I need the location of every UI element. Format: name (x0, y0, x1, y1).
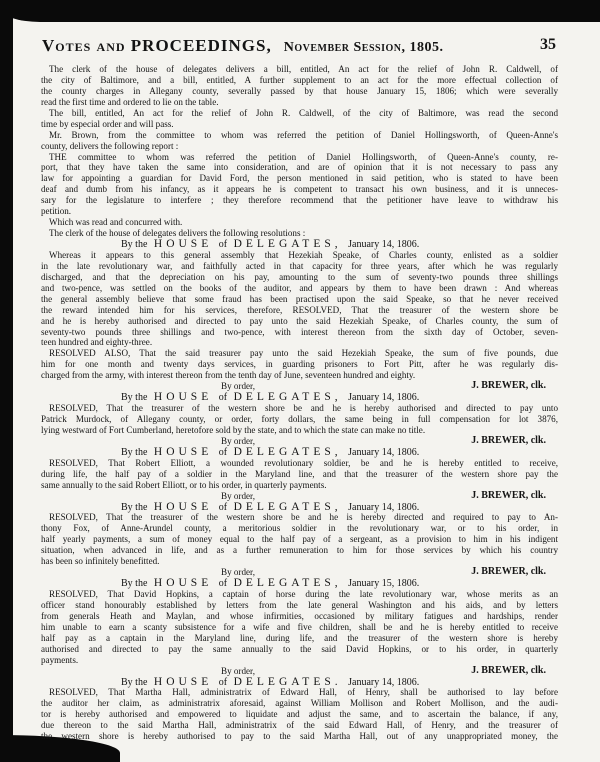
heading-delegates: DELEGATES, (233, 391, 342, 404)
text-line: read the first time and ordered to lie on the table. (41, 96, 219, 107)
heading-of: of (218, 578, 228, 590)
text-line: tor is hereby authorised and empowered to liquidate and adjust the same, and to ascertain the balance, if any, (41, 709, 558, 720)
heading-date: January 14, 1806. (348, 501, 420, 513)
text-line: authorised and directed to pay the same annually to the said David Hopkins, or to his order, in quarterly (41, 643, 558, 654)
running-head (42, 36, 556, 56)
heading-delegates: DELEGATES. (233, 675, 342, 688)
by-order-text: By order, (221, 665, 255, 676)
paragraph (41, 64, 558, 108)
text-line: half yearly payments, a sum of money equal to the half pay of a sergeant, as a provision to him in his indigent (41, 534, 558, 545)
signature-line (41, 491, 558, 502)
by-order-text: By order, (221, 490, 255, 501)
text-line: and two-pence, was settled on the books of the auditor, and appears by them to have been drawn : And whereas (41, 282, 558, 293)
heading-by: By the (121, 239, 148, 250)
text-line: the auditor her claim, as administratrix aforesaid, against William Mollison and Robert Mollison, and the audi- (41, 698, 558, 709)
by-order-text: By order, (221, 567, 255, 578)
clerk-signature: J. BREWER, clk. (471, 489, 546, 501)
text-line: in the late revolutionary war, and faithfully acted in that capacity for three years, after which he was regularly (41, 260, 558, 271)
heading-by: By the (121, 578, 148, 590)
text-line: half pay as a captain in the Maryland line, during life, and the treasurer of the western shore is hereby (41, 632, 558, 643)
page-number: 35 (540, 36, 556, 53)
resolution-heading (41, 578, 558, 589)
text-line: Which was read and concurred with. (49, 217, 183, 228)
text-line: seventy-two pounds three shillings and two-pence, with interest thereon from the sixth day of October, seven- (41, 326, 558, 337)
resolution-heading (41, 677, 558, 688)
paragraph (41, 152, 558, 218)
text-line: county, delivers the following report : (41, 140, 179, 151)
heading-delegates: DELEGATES, (233, 500, 342, 513)
paragraph (41, 403, 558, 436)
text-line: time by especial order and will pass. (41, 118, 174, 129)
text-line: teen hundred and eighty-three. (41, 337, 153, 348)
resolution-heading (41, 239, 558, 250)
text-line: charged from the army, with interest thereon from the tenth day of June, seventeen hundred and eighty. (41, 370, 416, 381)
heading-of: of (218, 446, 228, 458)
text-line: RESOLVED, That the treasurer of the western shore be and he is hereby directed and required to pay to An- (49, 512, 558, 523)
text-line: and he is hereby authorised and directed to pay unto the said Hezekiah Speake, of Charles county, the sum of (41, 315, 558, 326)
text-line: Mr. Brown, from the committee to whom was referred the petition of Daniel Hollingsworth, of Queen-Anne's (49, 129, 558, 140)
text-line: has been so infinitely benefitted. (41, 556, 160, 567)
text-line: The bill, entitled, An act for the relief of John R. Caldwell, of the city of Baltimore, was read the second (49, 107, 558, 118)
text-line: payments. (41, 654, 79, 665)
text-line: the western shore is hereby authorised to pay to the said Martha Hall, out of any unappropriated money, the (41, 731, 558, 742)
heading-of: of (218, 501, 228, 513)
text-line: RESOLVED, That Martha Hall, administratrix of Edward Hall, of Henry, shall be authorised to lay before (49, 687, 558, 698)
paragraph (41, 458, 558, 491)
heading-date: January 14, 1806. (348, 446, 420, 458)
scan-border-left (0, 0, 13, 762)
heading-by: By the (121, 501, 148, 513)
heading-of: of (218, 676, 228, 688)
text-line: Whereas it appears to this general assembly that Hezekiah Speake, of Charles county, enlisted as a soldier (49, 249, 558, 260)
heading-date: January 15, 1806. (348, 578, 420, 590)
text-line: THE committee to whom was referred the petition of Daniel Hollingsworth, of Queen-Anne's county, re- (49, 151, 558, 162)
heading-delegates: DELEGATES, (233, 577, 342, 590)
text-line: during life, the half pay of a soldier in the Maryland line, and that the treasurer of the western shore pay the (41, 468, 558, 479)
text-line: discharged, and that the depreciation on his pay, amounting to the sum of seventy-two pounds three shillings (41, 271, 558, 282)
by-order-text: By order, (221, 435, 255, 446)
heading-date: January 14, 1806. (348, 239, 420, 250)
resolution-heading (41, 502, 558, 513)
paragraph (41, 250, 558, 348)
text-line: the general assembly believe that some fraud has been practised upon the said Speake, so that he never received (41, 293, 558, 304)
scan-border-top (0, 0, 600, 22)
text-line: thony Fox, of Anne-Arundel county, a meritorious soldier in the revolutionary war, or to his order, in (41, 523, 558, 534)
paragraph (41, 348, 558, 381)
resolution-heading (41, 392, 558, 403)
text-line: him for one month and twenty days services, in guarding prisoners to Fort Pitt, after he was regularly dis- (41, 359, 558, 370)
heading-date: January 14, 1806. (348, 392, 420, 404)
paragraph (41, 217, 558, 228)
signature-line (41, 436, 558, 447)
heading-by: By the (121, 676, 148, 688)
heading-house: HOUSE (153, 238, 213, 250)
text-line: lying westward of Fort Cumberland, heretofore sold by the state, and to which the state can make no title. (41, 424, 426, 435)
paragraph (41, 512, 558, 567)
signature-line (41, 666, 558, 677)
text-line: RESOLVED, That Robert Elliott, a wounded revolutionary soldier, be and he is hereby entitled to receive, (49, 457, 558, 468)
heading-by: By the (121, 446, 148, 458)
paragraph (41, 589, 558, 666)
text-line: deaf and dumb from his infancy, as it appears he is competent to transact his own business, and it is unneces- (41, 184, 558, 195)
clerk-signature: J. BREWER, clk. (471, 664, 546, 676)
text-line: the reward intended him for his services, therefore, RESOLVED, That the treasurer of the western shore be (41, 304, 558, 315)
document-body (41, 64, 558, 742)
text-line: him unable to earn a scanty subsistence for a wife and five children, shall be and he is hereby entitled to receive (41, 621, 558, 632)
paragraph (41, 108, 558, 130)
heading-house: HOUSE (153, 500, 213, 513)
text-line: port, that they have taken the same into consideration, and are of opinion that it is not necessary to pass any (41, 162, 558, 173)
resolution-heading (41, 447, 558, 458)
heading-by: By the (121, 392, 148, 404)
by-order-text: By order, (221, 381, 255, 392)
text-line: the county charges in Allegany county, severally passed by that house January 15, 1806; which were severally (41, 85, 558, 96)
paragraph (41, 687, 558, 742)
heading-delegates: DELEGATES, (233, 445, 342, 458)
text-line: Patrick Murdock, of Allegany county, or order, forty dollars, the same being in full compensation for lot 3876, (41, 414, 558, 424)
heading-house: HOUSE (153, 675, 213, 688)
text-line: situation, when advanced in life, and as a further remuneration to him for those services by which his country (41, 545, 558, 556)
heading-date: January 14, 1806. (348, 676, 420, 688)
heading-house: HOUSE (153, 391, 213, 404)
running-head-session: November Session, 1805. (283, 40, 444, 55)
text-line: RESOLVED, That David Hopkins, a captain of horse during the late revolutionary war, whose merits as an (49, 589, 558, 599)
heading-house: HOUSE (153, 445, 213, 458)
text-line: same annually to the said Robert Elliott, or to his order, in quarterly payments. (41, 479, 327, 490)
clerk-signature: J. BREWER, clk. (471, 566, 546, 578)
text-line: due thereon to the said Martha Hall, administratrix of the said Edward Hall, of Henry, and the treasurer of (41, 720, 558, 731)
paragraph (41, 130, 558, 152)
text-line: The clerk of the house of delegates delivers a bill, entitled, An act for the relief of John R. Caldwell, of (49, 64, 558, 74)
text-line: The clerk of the house of delegates delivers the following resolutions : (49, 228, 306, 239)
text-line: RESOLVED ALSO, That the said treasurer pay unto the said Hezekiah Speake, the sum of five pounds, due (49, 348, 558, 359)
heading-of: of (218, 239, 228, 250)
running-head-title: Votes and PROCEEDINGS, (42, 36, 272, 55)
clerk-signature: J. BREWER, clk. (471, 434, 546, 446)
text-line: the city of Baltimore, and a bill, entitled, A further supplement to an act for the more effectual collection of (41, 74, 558, 85)
text-line: petition. (41, 206, 72, 217)
signature-line (41, 381, 558, 392)
text-line: law for appointing a guardian for David Ford, the person mentioned in said petition, who is stated to have been (41, 173, 558, 184)
text-line: officer stand honourably established by letters from the late general Washington and his aids, and by letters (41, 599, 558, 610)
heading-delegates: DELEGATES, (233, 238, 342, 250)
heading-of: of (218, 392, 228, 404)
text-line: sary for the legislature to interfere ; they therefore recommend that the petitioner have leave to withdraw his (41, 195, 558, 206)
signature-line (41, 567, 558, 578)
text-line: RESOLVED, That the treasurer of the western shore be and he is hereby authorised and directed to pay unto (49, 403, 558, 414)
clerk-signature: J. BREWER, clk. (471, 380, 546, 392)
heading-house: HOUSE (153, 577, 213, 590)
text-line: from generals Heath and Maylan, and whose infirmities, occasioned by military fatigues and hardships, render (41, 610, 558, 621)
